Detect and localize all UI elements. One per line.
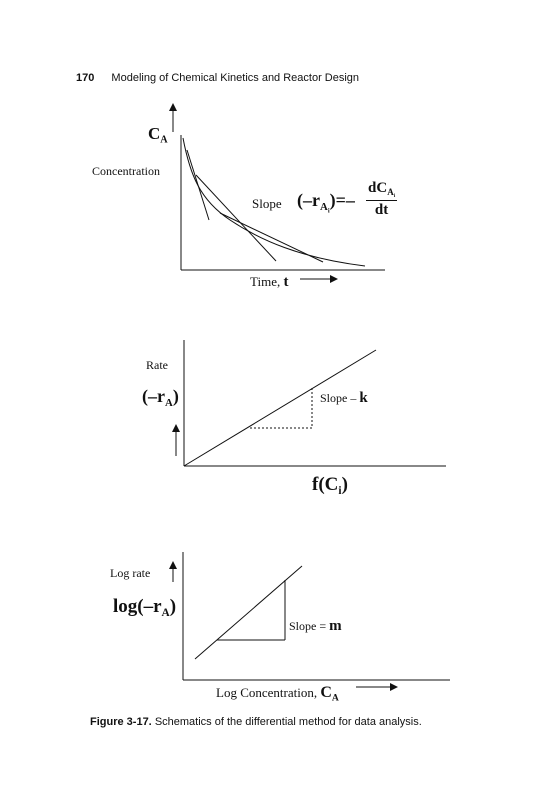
running-title: Modeling of Chemical Kinetics and Reactor Design — [111, 72, 360, 84]
fig3-y-label: Log rate — [110, 566, 151, 580]
fig3-log-expression: $\log(-r_A)$ — [113, 596, 177, 619]
fig1-slope-word: Slope — [252, 196, 282, 211]
fig3-slope-label: Slope = m — [289, 618, 342, 634]
fig3-log-line — [195, 566, 302, 659]
fig1-x-label: Time, t — [250, 274, 289, 290]
fig2-plot — [176, 340, 446, 466]
figure-caption — [90, 716, 422, 728]
fig3-x-label: Log Concentration, $C_A$ — [216, 684, 339, 704]
fig2-rate-expression: $(-r_A)$ — [142, 386, 179, 409]
fig1-derivative: $\frac{dC_{A_i}}{dt}$ — [368, 180, 396, 219]
fig2-rate-line — [184, 350, 376, 466]
fig1-tangent-3 — [220, 213, 323, 262]
fig2-x-function: $f(C_i)$ — [312, 474, 348, 497]
fig2-y-label: Rate — [146, 358, 168, 372]
caption-label: Figure 3-17. — [90, 716, 152, 728]
page-number: 170 — [76, 72, 95, 84]
fig1-y-symbol: $C_A$ — [148, 124, 168, 146]
fig1-rate-expression: $(-r_{A_i})=-$ — [297, 190, 355, 215]
caption-text: Schematics of the differential method for data analysis. — [154, 716, 422, 728]
fig2-slope-label: Slope – k — [320, 390, 368, 406]
fig1-y-label: Concentration — [92, 164, 160, 178]
